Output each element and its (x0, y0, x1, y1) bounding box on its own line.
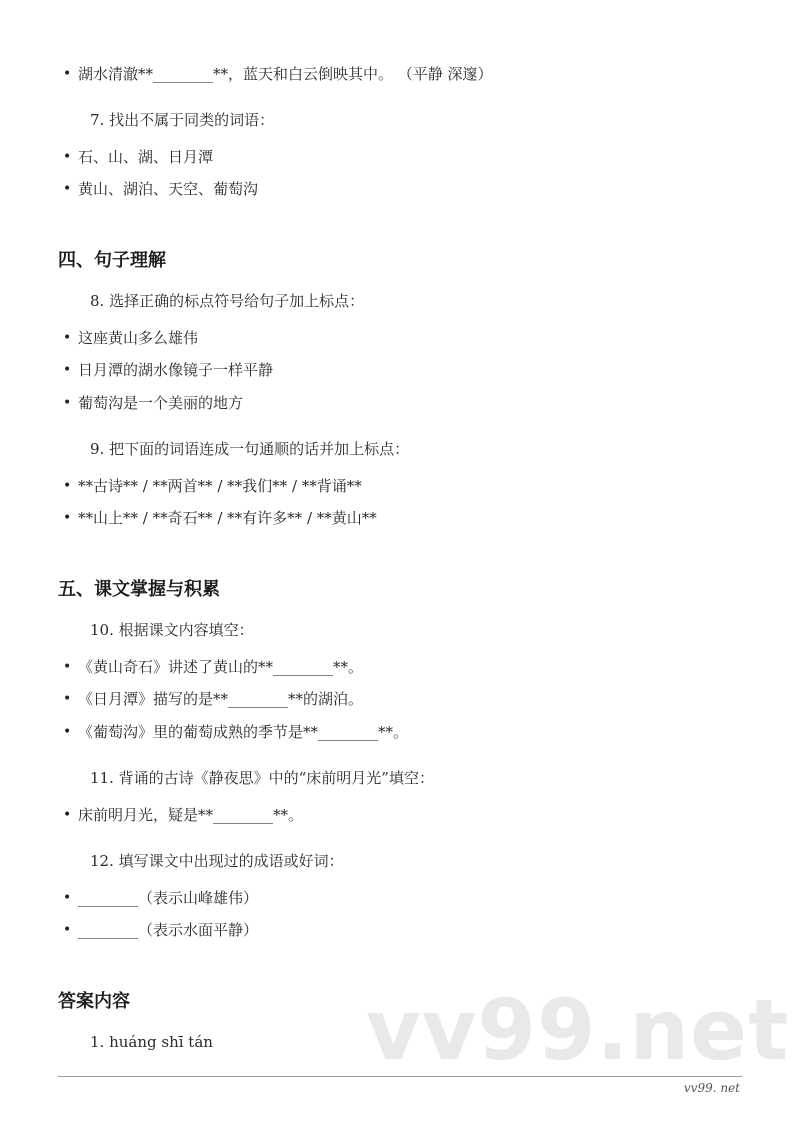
question-9: 9. 把下面的词语连成一句通顺的话并加上标点： (90, 440, 410, 458)
footer-site-label: vv99. net (683, 1081, 740, 1095)
footer-divider (58, 1076, 742, 1077)
list-item: • 湖水清澈**________**，蓝天和白云倒映其中。 （平静 深邃） (78, 64, 493, 84)
answers-heading: 答案内容 (58, 991, 130, 1012)
list-item: • 日月潭的湖水像镜子一样平静 (78, 360, 273, 380)
list-item: • ________（表示水面平静） (78, 920, 258, 940)
list-item: • ________（表示山峰雄伟） (78, 888, 258, 908)
question-12: 12. 填写课文中出现过的成语或好词： (90, 852, 344, 870)
list-item: • 床前明月光，疑是**________**。 (78, 805, 303, 825)
section-heading-5: 五、课文掌握与积累 (58, 579, 220, 600)
question-10: 10. 根据课文内容填空： (90, 621, 254, 639)
list-item: • 《黄山奇石》讲述了黄山的**________**。 (78, 657, 363, 677)
section-heading-4: 四、句子理解 (58, 250, 166, 271)
list-item: • **山上** / **奇石** / **有许多** / **黄山** (78, 508, 377, 528)
list-item: • 石、山、湖、日月潭 (78, 147, 213, 167)
list-item: • 葡萄沟是一个美丽的地方 (78, 393, 243, 413)
list-item: • 黄山、湖泊、天空、葡萄沟 (78, 179, 258, 199)
watermark: vv99.net (366, 981, 790, 1079)
list-item: • **古诗** / **两首** / **我们** / **背诵** (78, 476, 362, 496)
answer-item: 1. huáng shī tán (90, 1033, 213, 1051)
list-item: • 这座黄山多么雄伟 (78, 328, 198, 348)
list-item: • 《葡萄沟》里的葡萄成熟的季节是**________**。 (78, 722, 408, 742)
question-11: 11. 背诵的古诗《静夜思》中的“床前明月光”填空： (90, 769, 434, 787)
question-8: 8. 选择正确的标点符号给句子加上标点： (90, 292, 365, 310)
question-7: 7. 找出不属于同类的词语： (90, 111, 275, 129)
list-item: • 《日月潭》描写的是**________**的湖泊。 (78, 689, 363, 709)
